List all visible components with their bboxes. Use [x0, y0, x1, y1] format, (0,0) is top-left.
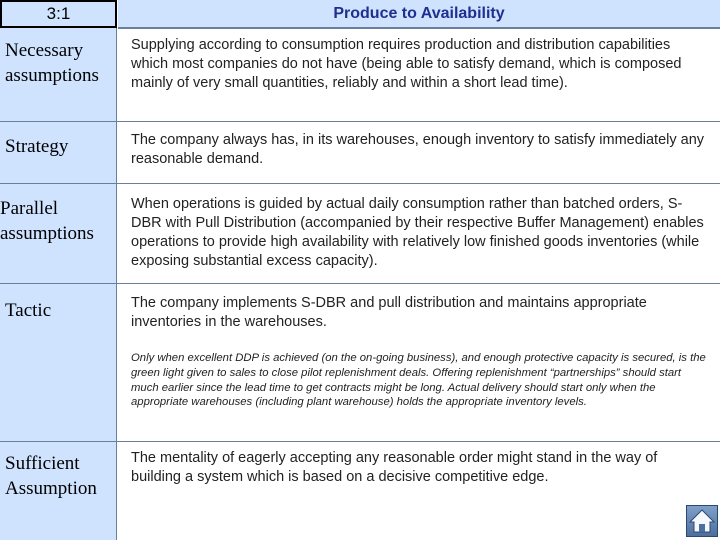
tactic-note: Only when excellent DDP is achieved (on the on-going business), and enough protective capacity is secured, is the green light given to sales to close pilot replenishment deals. Offering replenishment “partnerships” should start much earlier since the lead time to get contracts might be long. Actual delivery should start only when the appropriate warehouses (including plant warehouse) holds the appropriate inventory levels.	[131, 352, 706, 409]
title-bar	[118, 0, 720, 29]
home-icon	[687, 506, 717, 536]
row-divider	[0, 121, 720, 122]
row-text-necessary-assumptions: Supplying according to consumption requires production and distribution capabilities which most companies do not have (being able to satisfy demand, which is composed mainly of very small quantities, reliably and within a short lead time).	[131, 37, 682, 91]
row-label-parallel-assumptions: Parallel assumptions	[0, 198, 94, 244]
row-text-tactic: The company implements S-DBR and pull distribution and maintains appropriate inventories in the warehouses.	[131, 295, 647, 330]
row-label-strategy: Strategy	[5, 136, 69, 157]
row-text-sufficient-assumption: The mentality of eagerly accepting any reasonable order might stand in the way of building a system which is based on a decisive competitive edge.	[131, 450, 658, 485]
row-divider	[0, 183, 720, 184]
slide-number: 3:1	[46, 4, 71, 23]
row-label-sufficient-assumption: Sufficient Assumption	[5, 453, 97, 499]
row-text-parallel-assumptions: When operations is guided by actual daily consumption rather than batched orders, S-DBR with Pull Distribution (accompanied by their respective Buffer Management) enables operations to provide high availability with relatively low finished goods inventories (while exposing substantial excess capacity).	[131, 196, 704, 269]
home-button[interactable]	[686, 505, 718, 537]
row-label-necessary-assumptions: Necessary assumptions	[5, 40, 99, 86]
page-title: Produce to Availability	[333, 4, 505, 22]
slide-number-box	[0, 0, 117, 28]
row-divider	[0, 441, 720, 442]
row-text-strategy: The company always has, in its warehouses, enough inventory to satisfy immediately any reasonable demand.	[131, 132, 705, 167]
row-divider	[0, 283, 720, 284]
row-label-tactic: Tactic	[5, 300, 52, 321]
